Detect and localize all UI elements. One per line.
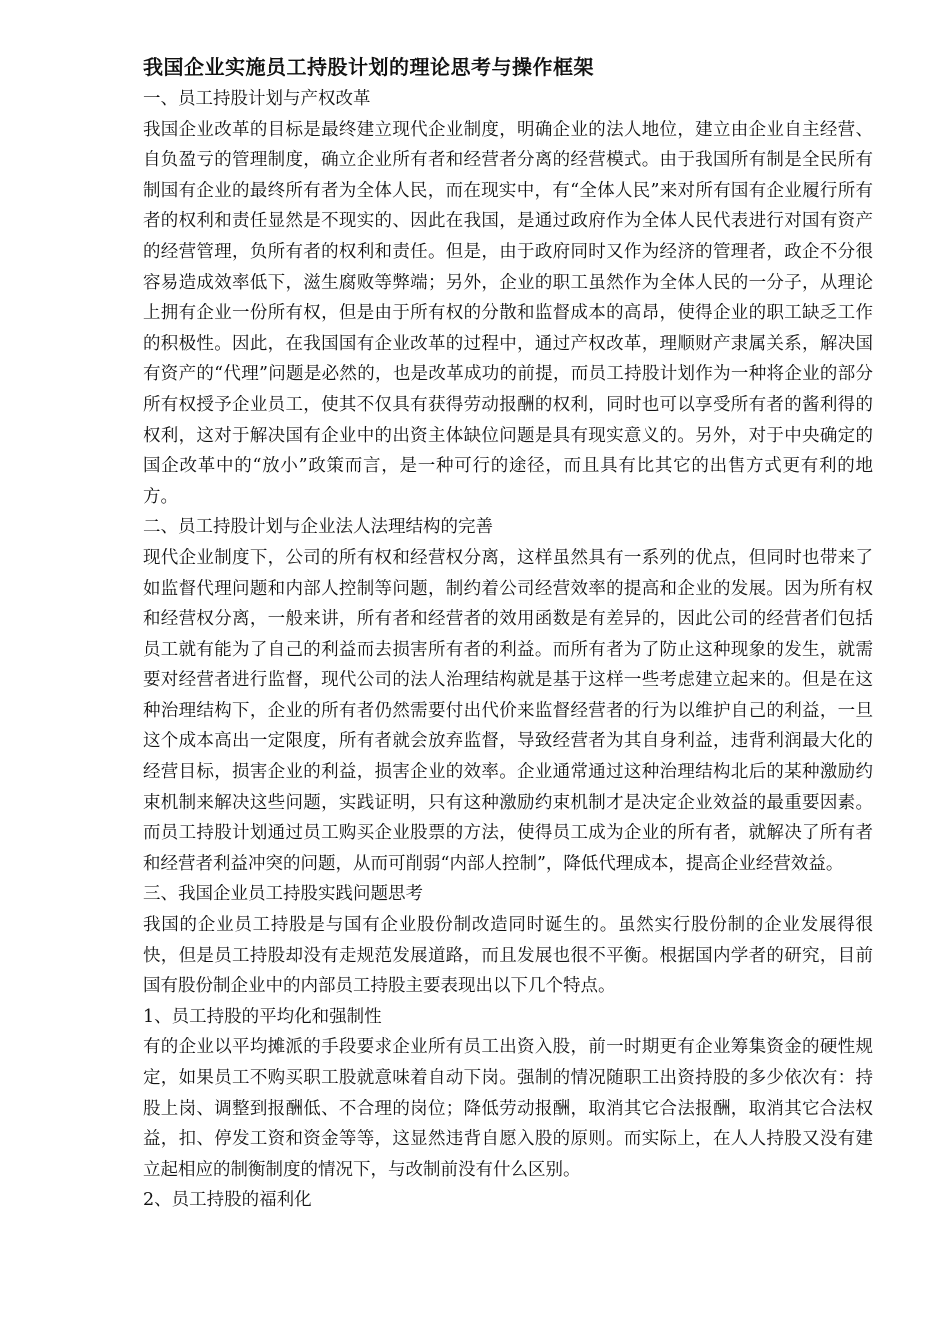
document-page xyxy=(143,50,873,1216)
section-heading-1: 一、员工持股计划与产权改革 xyxy=(143,89,371,109)
page-title: 我国企业实施员工持股计划的理论思考与操作框架 xyxy=(143,55,594,79)
section-heading-2: 二、员工持股计划与企业法人法理结构的完善 xyxy=(143,517,493,538)
subsection-heading-1: 1、员工持股的平均化和强制性 xyxy=(143,1006,382,1027)
section-heading-3: 三、我国企业员工持股实践问题思考 xyxy=(143,884,423,905)
section-paragraph-3: 我国的企业员工持股是与国有企业股份制改造同时诞生的。虽然实行股份制的企业发展得很快，但是员工持股却没有走规范发展道路，而且发展也很不平衡。根据国内学者的研究，目前国有股份制企业中的内部员工持股主要表现出以下几个特点。 xyxy=(143,915,873,997)
section-paragraph-1: 我国企业改革的目标是最终建立现代企业制度，明确企业的法人地位，建立由企业自主经营、自负盈亏的管理制度，确立企业所有者和经营者分离的经营模式。由于我国所有制是全民所有制国有企业的最终所有者为全体人民，而在现实中，有“全体人民”来对所有国有企业履行所有者的权利和责任显然是不现实的、因此在我国，是通过政府作为全体人民代表进行对国有资产的经营管理，负所有者的权利和责任。但是，由于政府同时又作为经济的管理者，政企不分很容易造成效率低下，滋生腐败等弊端；另外，企业的职工虽然作为全体人民的一分子，从理论上拥有企业一份所有权，但是由于所有权的分散和监督成本的高昂，使得企业的职工缺乏工作的积极性。因此，在我国国有企业改革的过程中，通过产权改革，理顺财产隶属关系，解决国有资产的“代理”问题是必然的，也是改革成功的前提，而员工持股计划作为一种将企业的部分所有权授予企业员工，使其不仅具有获得劳动报酬的权利，同时也可以享受所有者的酱利得的权利，这对于解决国有企业中的出资主体缺位问题是具有现实意义的。另外，对于中央确定的国企改革中的“放小”政策而言，是一种可行的途径，而且具有比其它的出售方式更有利的地方。 xyxy=(143,119,873,507)
subsection-paragraph-1: 有的企业以平均摊派的手段要求企业所有员工出资入股，前一时期更有企业筹集资金的硬性规定，如果员工不购买职工股就意味着自动下岗。强制的情况随职工出资持股的多少依次有：持股上岗、调整到报酬低、不合理的岗位；降低劳动报酬，取消其它合法报酬，取消其它合法权益，扣、停发工资和资金等等，这显然违背自愿入股的原则。而实际上，在人人持股又没有建立起相应的制衡制度的情况下，与改制前没有什么区别。 xyxy=(143,1037,873,1180)
section-paragraph-2: 现代企业制度下，公司的所有权和经营权分离，这样虽然具有一系列的优点，但同时也带来了如监督代理问题和内部人控制等问题，制约着公司经营效率的提高和企业的发展。因为所有权和经营权分离，一般来讲，所有者和经营者的效用函数是有差异的，因此公司的经营者们包括员工就有能为了自己的利益而去损害所有者的利益。而所有者为了防止这种现象的发生，就需要对经营者进行监督，现代公司的法人治理结构就是基于这样一些考虑建立起来的。但是在这种治理结构下，企业的所有者仍然需要付出代价来监督经营者的行为以维护自己的利益，一旦这个成本高出一定限度，所有者就会放弃监督，导致经营者为其自身利益，违背利润最大化的经营目标，损害企业的利益，损害企业的效率。企业通常通过这种治理结构北后的某种激励约束机制来解决这些问题，实践证明，只有这种激励约束机制才是决定企业效益的最重要因素。而员工持股计划通过员工购买企业股票的方法，使得员工成为企业的所有者，就解决了所有者和经营者利益冲突的问题，从而可削弱“内部人控制”，降低代理成本，提高企业经营效益。 xyxy=(143,547,873,874)
subsection-heading-2: 2、员工持股的福利化 xyxy=(143,1190,312,1211)
